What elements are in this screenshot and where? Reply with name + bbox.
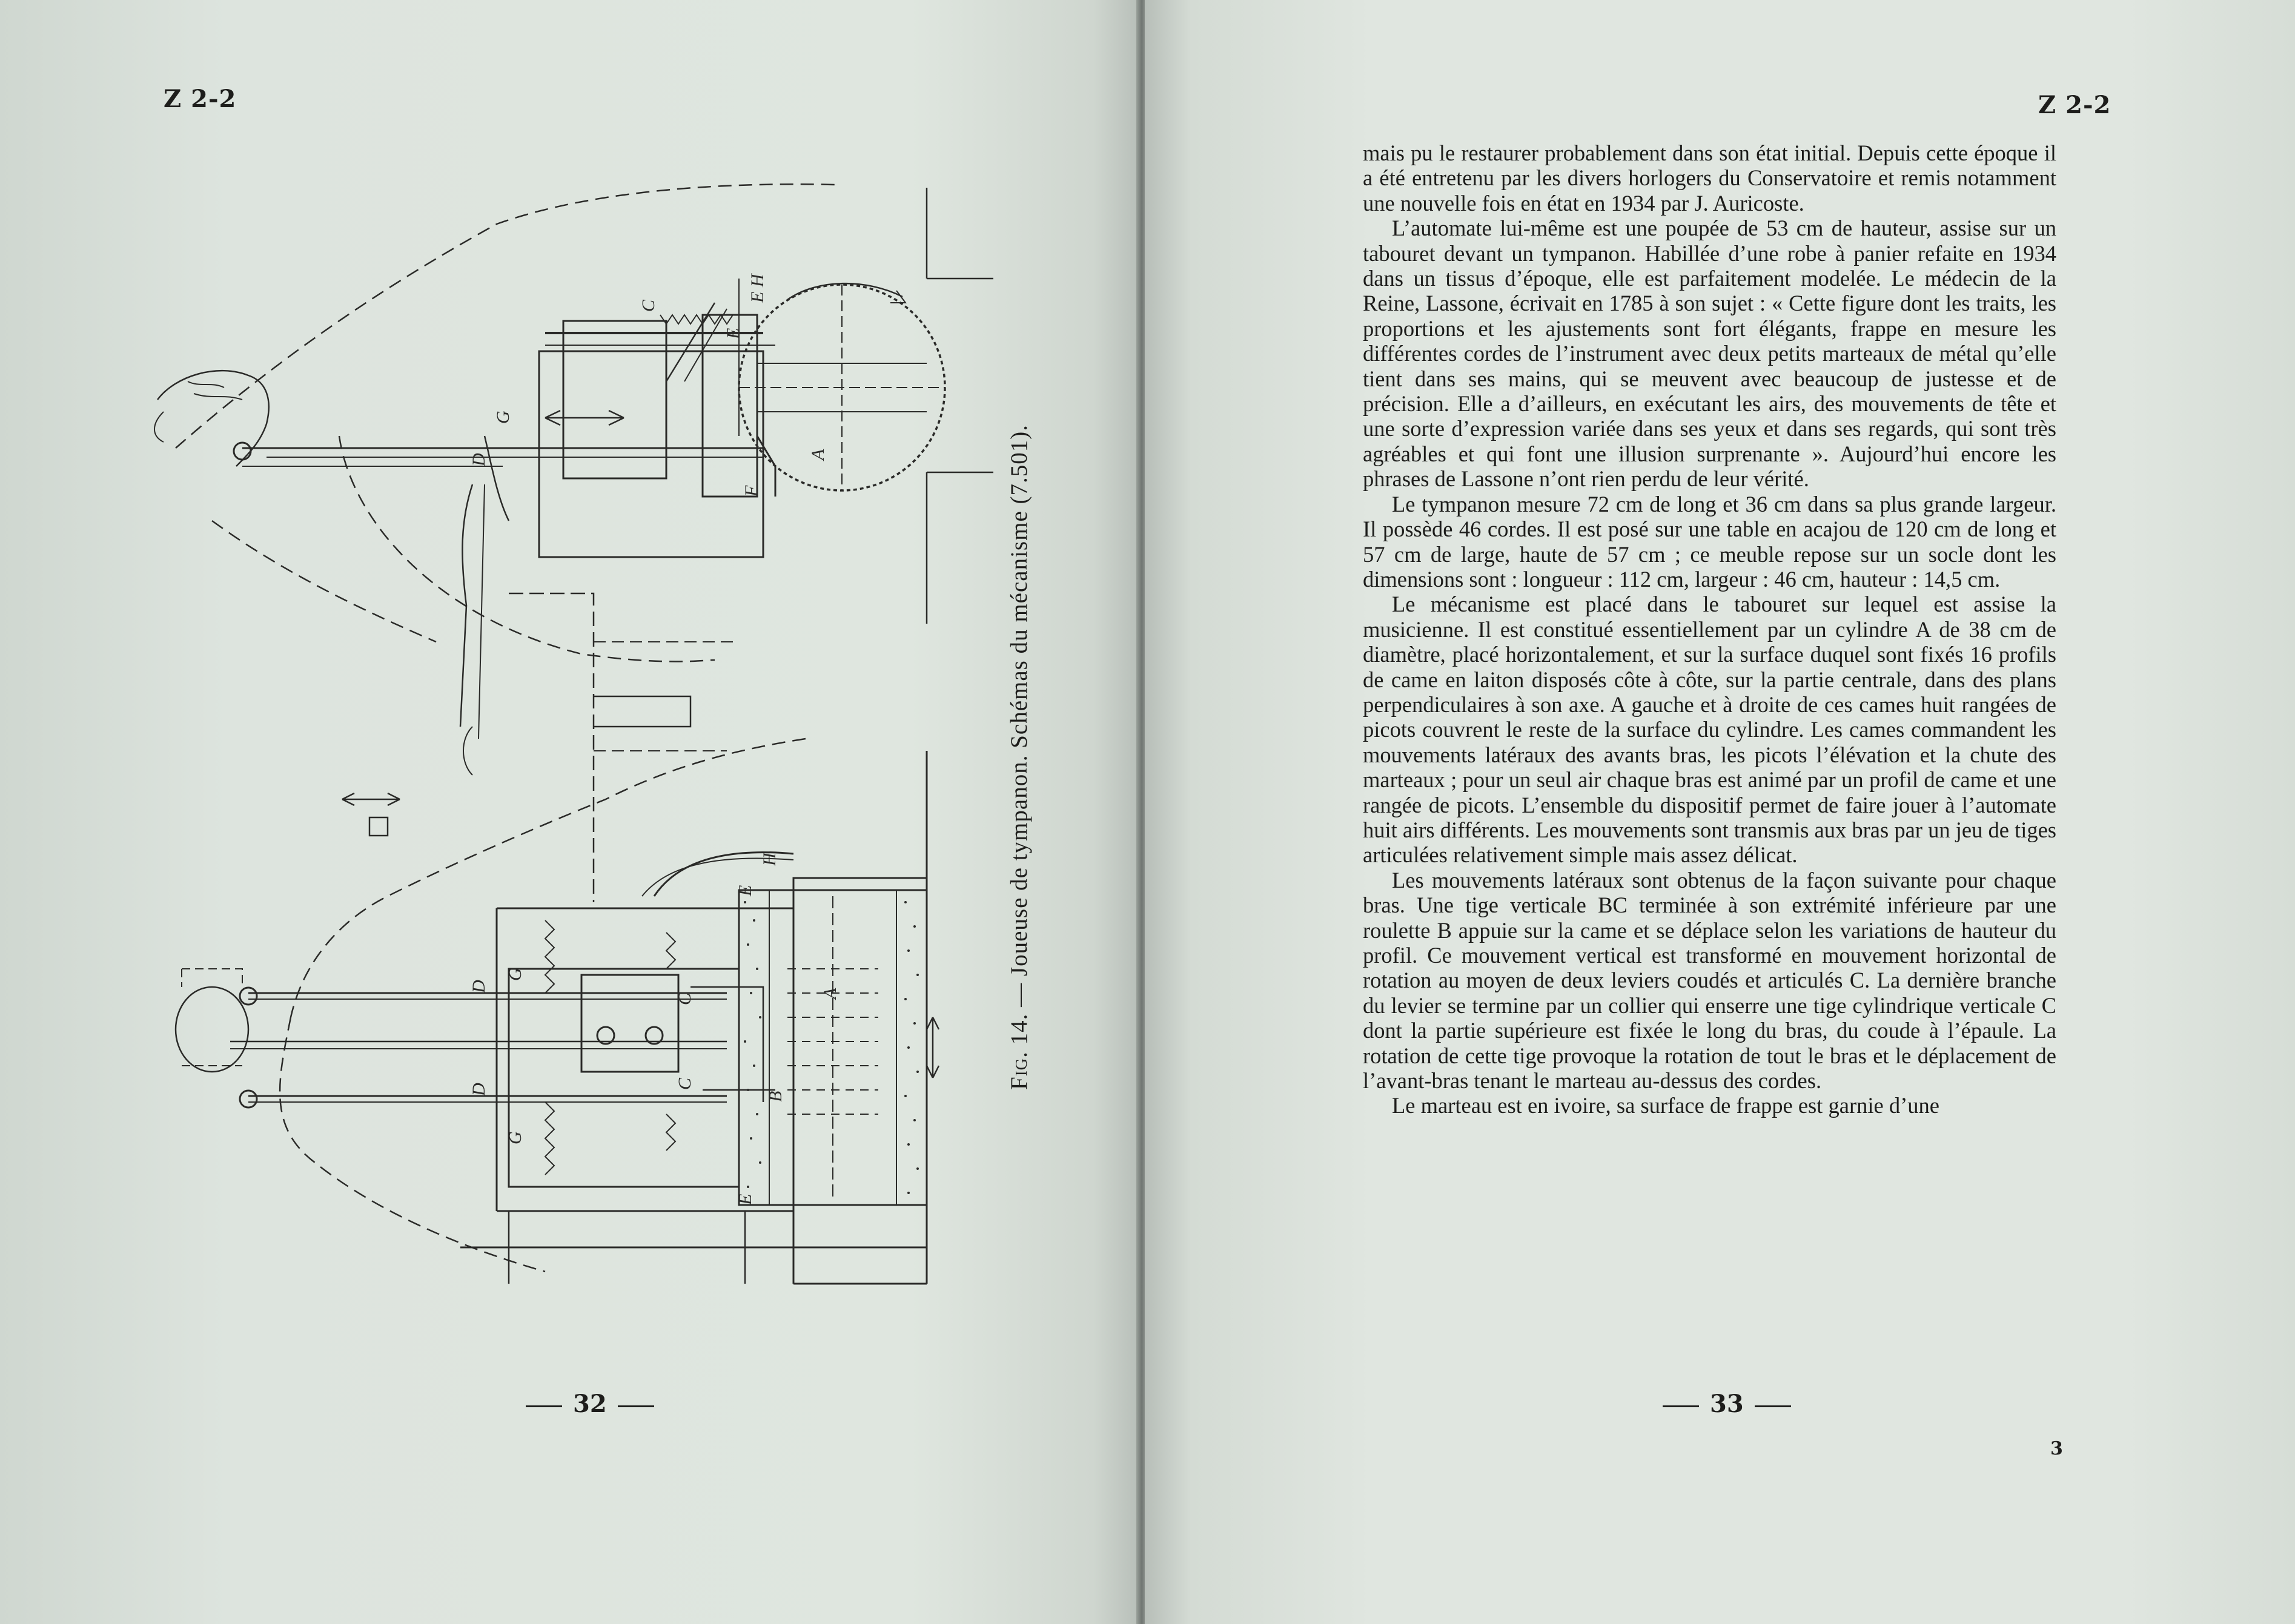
- label-e-top: E: [723, 328, 743, 339]
- label-c-top: C: [638, 299, 658, 312]
- label-h-front: H: [760, 853, 780, 866]
- label-f-top: F: [741, 485, 761, 497]
- label-g-top: G: [493, 411, 513, 424]
- label-e-front-upper: E: [735, 885, 755, 896]
- label-c-front-lower: C: [675, 1077, 695, 1090]
- left-header-code: Z 2-2: [164, 85, 237, 113]
- label-b-front: B: [766, 1091, 786, 1102]
- label-c-front-upper: C: [675, 992, 695, 1005]
- body-text: [1363, 140, 2056, 1118]
- right-page-number: [1652, 1390, 1802, 1418]
- paragraph-6: Le marteau est en ivoire, sa surface de frappe est garnie d’une: [1392, 1093, 1939, 1118]
- paragraph-2: L’automate lui-même est une poupée de 53 cm de hauteur, assise sur un tabouret devant un tympanon. Habillée d’une robe à panier refaite en 1934 dans un tissus d’époque, elle est parfaitement modelée. Le médecin de la Reine, Lassone, écrivait en 1785 à son sujet : « Cette figure dont les traits, les proportions et les ajustements sont fort élégants, frappe en mesure les différentes cordes de l’instrument avec deux petits marteaux de métal qu’elle tient dans ses mains, qui se meuvent avec beaucoup de justesse et de précision. Elle a d’ailleurs, en exécutant les airs, des mouvements de tête et une sorte d’expression variée dans ses yeux et dans ses regards, qui sont très agréables et qui font une illusion surprenante ». Aujourd’hui encore les phrases de Lassone n’ont rien perdu de leur vérité.: [1363, 216, 2056, 492]
- left-page-number: [515, 1390, 665, 1418]
- paragraph-4: Le mécanisme est placé dans le tabouret sur lequel est assise la musicienne. Il est constitué essentiellement par un cylindre A de 38 cm de diamètre, placé horizontalement, et sur la surface duquel sont fixés 16 profils de came en laiton disposés côte à côte, sur la partie centrale, dans des plans perpendiculaires à son axe. A gauche et à droite de ces cames huit rangées de picots couvrent le reste de la surface du cylindre. Les cames commandent les mouvements latéraux des avants bras, les picots l’élévation et la chute des marteaux ; pour un seul air chaque bras est animé par un profil de came et une rangée de picots. L’ensemble du dispositif permet de faire jouer à l’automate huit airs différents. Les mouvements sont transmis aux bras par un jeu de tiges articulées relativement simple mais assez délicat.: [1363, 592, 2056, 868]
- label-a-top: A: [808, 449, 828, 460]
- label-d-top: D: [469, 453, 489, 466]
- label-eh-top: E H: [747, 274, 767, 303]
- label-a-front: A: [820, 988, 840, 999]
- mechanism-diagram: [121, 182, 1066, 1320]
- figure-caption: [1005, 424, 1033, 1090]
- label-e-front-lower: E: [735, 1193, 755, 1205]
- caption-prefix: Fig. 14. —: [1006, 982, 1032, 1090]
- left-page-number-value: 32: [573, 1390, 607, 1418]
- label-d-front-lower: D: [469, 1083, 489, 1096]
- label-g-front-lower: G: [505, 1131, 525, 1144]
- right-header-code: Z 2-2: [2038, 91, 2111, 119]
- left-page: [0, 0, 1139, 1624]
- corner-mark: 3: [2050, 1438, 2063, 1459]
- label-d-front-upper: D: [469, 980, 489, 993]
- label-g-front-upper: G: [505, 968, 525, 981]
- paragraph-5: Les mouvements latéraux sont obtenus de la façon suivante pour chaque bras. Une tige verticale BC terminée à son extrémité inférieure par une roulette B appuie sur la came et se déplace selon les variations de hauteur du profil. Ce mouvement vertical est transformé en mouvement horizontal de rotation au moyen de deux leviers coudés et articulés C. La dernière branche du levier se termine par un collier qui enserre une tige cylindrique verticale C dont la partie supérieure est fixée le long du bras, du coude à l’épaule. La rotation de cette tige provoque la rotation de tout le bras et le déplacement de l’avant-bras tenant le marteau au-dessus des cordes.: [1363, 867, 2056, 1094]
- paragraph-1: mais pu le restaurer probablement dans son état initial. Depuis cette époque il a été entretenu par les divers horlogers du Conservatoire et remis notamment une nouvelle fois en état en 1934 par J. Auricoste.: [1363, 140, 2056, 216]
- caption-text: Joueuse de tympanon. Schémas du mécanisme (7.501).: [1006, 424, 1032, 977]
- right-page-number-value: 33: [1710, 1390, 1744, 1418]
- paragraph-3: Le tympanon mesure 72 cm de long et 36 cm dans sa plus grande largeur. Il possède 46 cordes. Il est posé sur une table en acajou de 120 cm de long et 57 cm de large, haute de 57 cm ; ce meuble repose sur un socle dont les dimensions sont : longueur : 112 cm, largeur : 46 cm, hauteur : 14,5 cm.: [1363, 491, 2056, 592]
